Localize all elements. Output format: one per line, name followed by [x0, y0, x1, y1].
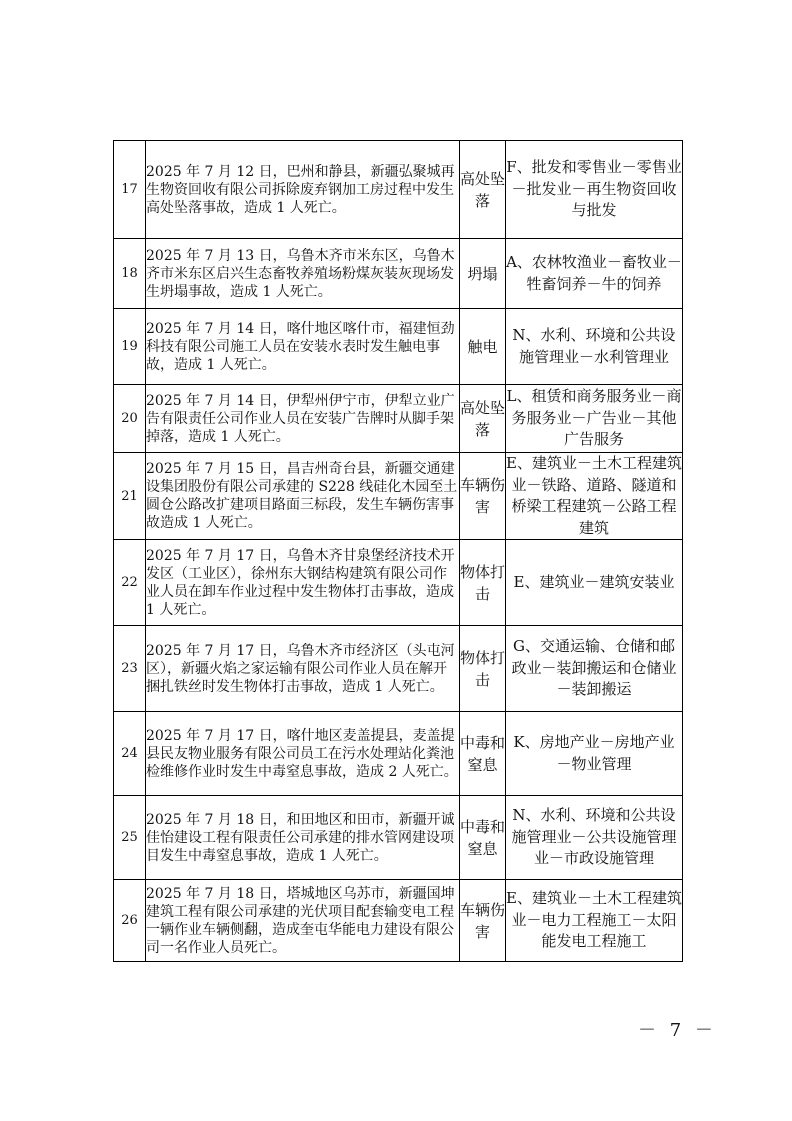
table-row: [114, 712, 683, 796]
industry-category: L、租赁和商务服务业－商务服务业－广告业－其他广告服务: [506, 385, 683, 453]
accident-type: 物体打击: [460, 626, 506, 712]
table-row: [114, 239, 683, 309]
accident-type: 坍塌: [460, 239, 506, 309]
table-row: [114, 141, 683, 239]
industry-category: K、房地产业－房地产业－物业管理: [506, 712, 683, 796]
industry-category: G、交通运输、仓储和邮政业－装卸搬运和仓储业－装卸搬运: [506, 626, 683, 712]
accident-description: 2025 年 7 月 12 日，巴州和静县，新疆弘聚城再生物资回收有限公司拆除废弃钢加工房过程中发生高处坠落事故，造成 1 人死亡。: [146, 141, 460, 239]
accident-type: 高处坠落: [460, 141, 506, 239]
accident-description: 2025 年 7 月 18 日，塔城地区乌苏市，新疆国坤建筑工程有限公司承建的光伏项目配套输变电工程一辆作业车辆侧翻，造成奎屯华能电力建设有限公司一名作业人员死亡。: [146, 880, 460, 962]
table-row: [114, 540, 683, 626]
table-row: [114, 796, 683, 880]
industry-category: A、农林牧渔业－畜牧业－牲畜饲养－牛的饲养: [506, 239, 683, 309]
industry-category: E、建筑业－土木工程建筑业－铁路、道路、隧道和桥梁工程建筑－公路工程建筑: [506, 453, 683, 540]
accident-type: 中毒和窒息: [460, 712, 506, 796]
accident-description: 2025 年 7 月 14 日，伊犁州伊宁市，伊犁立业广告有限责任公司作业人员在安装广告牌时从脚手架掉落，造成 1 人死亡。: [146, 385, 460, 453]
table-row: [114, 309, 683, 385]
industry-category: N、水利、环境和公共设施管理业－公共设施管理业－市政设施管理: [506, 796, 683, 880]
industry-category: N、水利、环境和公共设施管理业－水利管理业: [506, 309, 683, 385]
table-row: [114, 880, 683, 962]
table-row: [114, 453, 683, 540]
row-number: 24: [114, 712, 146, 796]
row-number: 17: [114, 141, 146, 239]
table-row: [114, 385, 683, 453]
accident-description: 2025 年 7 月 13 日，乌鲁木齐市米东区，乌鲁木齐市米东区启兴生态畜牧养殖场粉煤灰装灰现场发生坍塌事故，造成 1 人死亡。: [146, 239, 460, 309]
industry-category: F、批发和零售业－零售业－批发业－再生物资回收与批发: [506, 141, 683, 239]
accident-description: 2025 年 7 月 18 日，和田地区和田市，新疆开诚佳怡建设工程有限责任公司承建的排水管网建设项目发生中毒窒息事故，造成 1 人死亡。: [146, 796, 460, 880]
row-number: 20: [114, 385, 146, 453]
accident-description: 2025 年 7 月 17 日，乌鲁木齐甘泉堡经济技术开发区（工业区），徐州东大钢结构建筑有限公司作业人员在卸车作业过程中发生物体打击事故，造成 1 人死亡。: [146, 540, 460, 626]
accident-description: 2025 年 7 月 14 日，喀什地区喀什市，福建恒劲科技有限公司施工人员在安装水表时发生触电事故，造成 1 人死亡。: [146, 309, 460, 385]
accident-type: 触电: [460, 309, 506, 385]
accident-description: 2025 年 7 月 17 日，乌鲁木齐市经济区（头屯河区），新疆火焰之家运输有限公司作业人员在解开捆扎铁丝时发生物体打击事故，造成 1 人死亡。: [146, 626, 460, 712]
row-number: 26: [114, 880, 146, 962]
row-number: 19: [114, 309, 146, 385]
accident-type: 中毒和窒息: [460, 796, 506, 880]
accident-type: 车辆伤害: [460, 880, 506, 962]
accident-description: 2025 年 7 月 15 日，昌吉州奇台县，新疆交通建设集团股份有限公司承建的 S228 线硅化木园至土圆仓公路改扩建项目路面三标段，发生车辆伤害事故造成 1 人死亡。: [146, 453, 460, 540]
page-number: － 7 －: [638, 1020, 717, 1041]
row-number: 21: [114, 453, 146, 540]
accident-description: 2025 年 7 月 17 日，喀什地区麦盖提县，麦盖提县民友物业服务有限公司员工在污水处理站化粪池检维修作业时发生中毒窒息事故，造成 2 人死亡。: [146, 712, 460, 796]
row-number: 22: [114, 540, 146, 626]
row-number: 25: [114, 796, 146, 880]
accident-type: 车辆伤害: [460, 453, 506, 540]
industry-category: E、建筑业－建筑安装业: [506, 540, 683, 626]
accident-type: 物体打击: [460, 540, 506, 626]
row-number: 23: [114, 626, 146, 712]
industry-category: E、建筑业－土木工程建筑业－电力工程施工－太阳能发电工程施工: [506, 880, 683, 962]
table-row: [114, 626, 683, 712]
accident-table: [113, 140, 683, 962]
accident-type: 高处坠落: [460, 385, 506, 453]
row-number: 18: [114, 239, 146, 309]
